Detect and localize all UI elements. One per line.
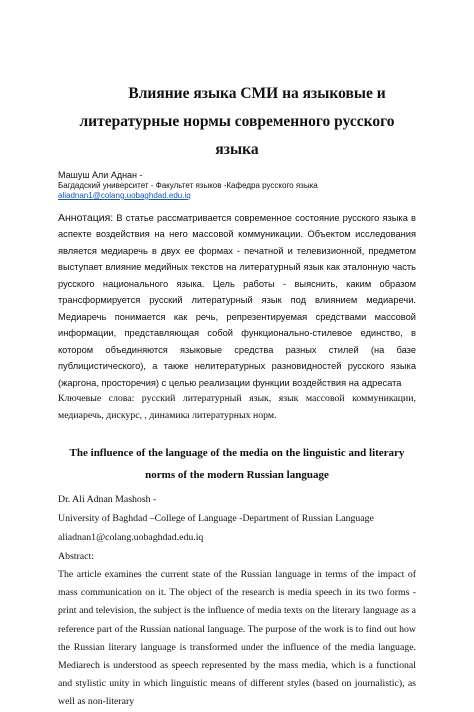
english-title — [58, 442, 416, 486]
english-author-block — [58, 490, 416, 566]
english-title-line-2: norms of the modern Russian language — [145, 469, 329, 481]
russian-affiliation: Багдадский университет - Факультет языков -Кафедра русского языка — [58, 180, 318, 190]
english-title-line-1: The influence of the language of the media on the linguistic and literary — [69, 447, 405, 459]
russian-abstract-text: В статье рассматривается современное состояние русского языка в аспекте воздействия на него массовой коммуникации. Объектом исследования является медиаречь в двух ее формах - печатной и телевизионной, предметом выступает влияние медийных текстов на литературный язык как эталонную часть русского национального языка. Цель работы - выяснить, каким образом трансформируется русский литературный язык под влиянием медиаречи. Медиаречь понимается как речь, репрезентируемая средствами массовой информации, представляющая собой функционально-стилевое единство, в котором объединяются языковые средства разных стилей (на базе публицистического), а также нелитературных разновидностей русского языка (жаргона, просторечия) с целью реализации функции воздействия на адресата — [58, 212, 416, 388]
english-abstract-label: Abstract: — [58, 551, 94, 562]
russian-keywords: Ключевые слова: русский литературный язык, язык массовой коммуникации, медиаречь, дискурс, , динамика литературных норм. — [58, 393, 416, 421]
english-abstract-text: The article examines the current state of the Russian language in terms of the impact of mass communication on it. The object of the research is media speech in its two forms - print and television, the subject is the influence of media texts on the literary language as a reference part of the Russian national language. The purpose of the work is to find out how the Russian literary language is transformed under the influence of the media language. Mediarech is understood as speech represented by the mass media, which is a functional and stylistic unity in which linguistic means of different styles (based on journalistic), as well as non-literary — [58, 569, 416, 708]
russian-title — [58, 0, 416, 164]
russian-email-link[interactable]: aliadnan1@colang.uobaghdad.edu.iq — [58, 191, 191, 200]
english-affiliation: University of Baghdad –College of Language -Department of Russian Language — [58, 513, 374, 524]
russian-author: Машуш Али Аднан - — [58, 170, 143, 180]
russian-title-line-1: Влияние языка СМИ на языковые и — [128, 85, 386, 102]
russian-abstract-label: Аннотация: — [58, 211, 114, 224]
russian-author-block — [58, 170, 416, 202]
russian-abstract — [58, 210, 416, 392]
russian-title-line-2: литературные нормы современного русского языка — [79, 113, 395, 158]
english-email: aliadnan1@colang.uobaghdad.edu.iq — [58, 532, 204, 543]
english-author: Dr. Ali Adnan Mashosh - — [58, 494, 157, 505]
